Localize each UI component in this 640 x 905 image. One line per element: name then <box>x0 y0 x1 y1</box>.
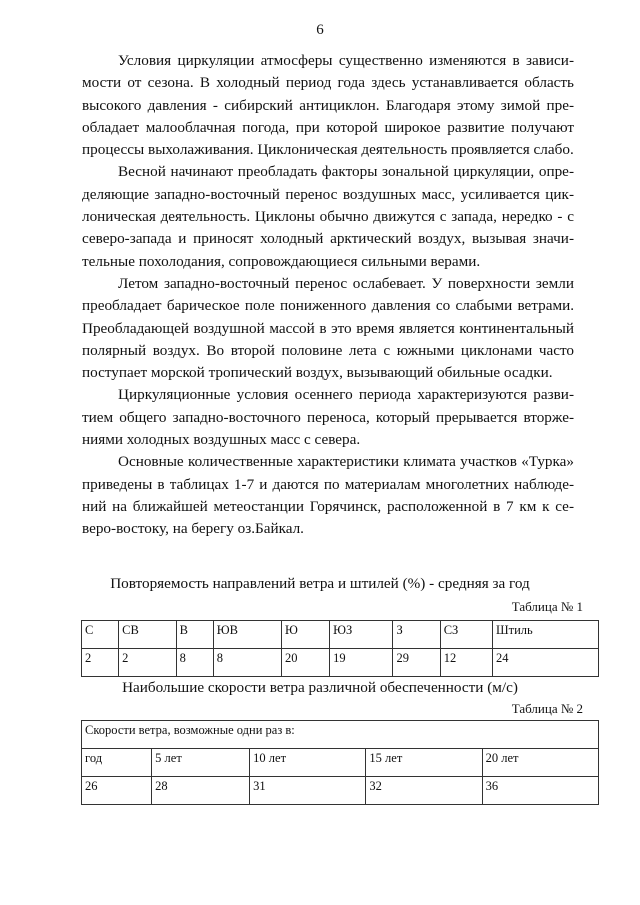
table-header-row <box>82 749 599 777</box>
paragraph: Циркуляционные условия осеннего периода характеризуются развитием общего западно-восточного переноса, который прерывается вторжениями холодных воздушных масс с севера. <box>82 386 574 449</box>
table-cell: 28 <box>152 777 250 805</box>
table2-label: Таблица № 2 <box>511 701 583 716</box>
table-title-cell: Скорости ветра, возможные одни раз в: <box>82 721 599 749</box>
table-cell: СЗ <box>440 621 492 649</box>
table-cell: 2 <box>82 649 119 677</box>
table-cell: 20 лет <box>482 749 598 777</box>
paragraph: Основные количественные характеристики климата участков «Турка» приведены в таблицах 1-7 и даются по материалам многолетних наблюдений на ближайшей метеостанции Горячинск, расположенной в 7 км к северо-востоку, на берегу оз.Байкал. <box>82 453 574 538</box>
paragraph: Весной начинают преобладать факторы зональной циркуляции, определяющие западно-восточный перенос воздушных масс, усиливается циклоническая деятельность. Циклоны обычно движутся с запада, нередко - с северо-запада и приносят холодный арктический воздух, вызывая значительные похолодания, сопровождающиеся сильными верами. <box>82 163 574 270</box>
table-cell: ЮВ <box>213 621 281 649</box>
table-cell: 8 <box>176 649 213 677</box>
table-cell: 10 лет <box>250 749 366 777</box>
table-cell: С <box>82 621 119 649</box>
table-cell: 19 <box>330 649 393 677</box>
table-cell: ЮЗ <box>330 621 393 649</box>
table-cell: 2 <box>119 649 176 677</box>
table-cell: 15 лет <box>366 749 482 777</box>
table-cell: 26 <box>82 777 152 805</box>
table-cell: СВ <box>119 621 176 649</box>
table-cell: 24 <box>493 649 599 677</box>
wind-direction-table <box>81 620 599 677</box>
table-title-row <box>82 721 599 749</box>
table-cell: Штиль <box>493 621 599 649</box>
table-cell: 12 <box>440 649 492 677</box>
table-cell: 32 <box>366 777 482 805</box>
table-cell: год <box>82 749 152 777</box>
table1-caption: Повторяемость направлений ветра и штилей (%) - средняя за год <box>110 575 530 592</box>
page-number: 6 <box>316 22 324 38</box>
paragraph: Летом западно-восточный перенос ослабевает. У поверхности земли преобладает барическое поле пониженного давления со слабыми ветрами. Преобладающей воздушной массой в это время является континентальный полярный воздух. Во второй половине лета с южными циклонами часто поступает морской тропический воздух, вызывающий обильные осадки. <box>82 274 574 382</box>
table-cell: 8 <box>213 649 281 677</box>
table-header-row <box>82 621 599 649</box>
wind-speed-table <box>81 720 599 805</box>
table-cell: 31 <box>250 777 366 805</box>
body-text <box>82 50 574 541</box>
table-cell: В <box>176 621 213 649</box>
table-cell: Ю <box>282 621 330 649</box>
table-cell: 20 <box>282 649 330 677</box>
table2-caption: Наибольшие скорости ветра различной обеспеченности (м/с) <box>122 679 518 696</box>
table-cell: З <box>393 621 440 649</box>
table-row <box>82 777 599 805</box>
table-cell: 5 лет <box>152 749 250 777</box>
table1-label: Таблица № 1 <box>511 599 583 614</box>
paragraph: Условия циркуляции атмосферы существенно изменяются в зависимости от сезона. В холодный период года здесь устанавливается область высокого давления - сибирский антициклон. Благодаря этому зимой преобладает малооблачная погода, при которой широкое развитие получают процессы выхолаживания. Циклоническая деятельность проявляется слабо. <box>82 52 574 159</box>
table-cell: 29 <box>393 649 440 677</box>
table-row <box>82 649 599 677</box>
table-cell: 36 <box>482 777 598 805</box>
